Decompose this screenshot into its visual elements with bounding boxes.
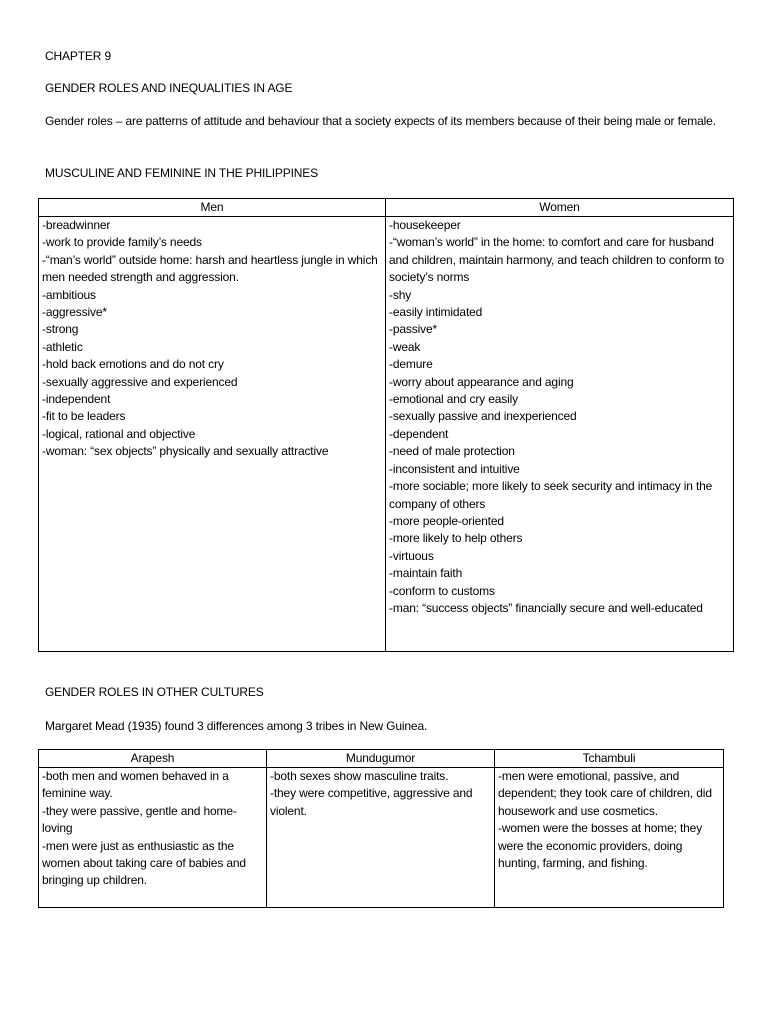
women-trait: -need of male protection [389,444,515,459]
tchambuli-trait: -women were the bosses at home; they were the economic providers, doing hunting, farming, and fishing. [498,821,703,871]
men-trait: -athletic [42,339,83,354]
arapesh-trait: -they were passive, gentle and home-loving [42,803,237,836]
men-column-header: Men [39,199,386,217]
women-trait: -“woman’s world” in the home: to comfort and care for husband and children, maintain harmony, and teach children to conform to society’s norms [389,235,725,285]
mundugumor-trait: -both sexes show masculine traits. [270,769,449,783]
arapesh-trait: -both men and women behaved in a feminine way. [42,769,229,801]
men-trait: -aggressive* [42,305,107,320]
tchambuli-column-header: Tchambuli [495,750,724,768]
mead-intro: Margaret Mead (1935) found 3 differences among 3 tribes in New Guinea. [45,719,428,733]
table-row [39,217,734,652]
women-trait: -more likely to help others [389,531,523,546]
women-trait: -emotional and cry easily [389,392,518,407]
table-row [39,768,724,908]
gender-roles-table [38,198,734,652]
men-trait: -strong [42,322,79,337]
women-trait: -man: “success objects” financially secure and well-educated [389,600,703,615]
women-trait: -demure [389,357,433,372]
mundugumor-column-header: Mundugumor [267,750,495,768]
women-trait: -more sociable; more likely to seek security and intimacy in the company of others [389,479,713,511]
men-trait: -“man’s world” outside home: harsh and heartless jungle in which men needed strength and aggression. [42,252,378,285]
chapter-label: CHAPTER 9 [45,49,111,63]
men-trait: -work to provide family’s needs [42,235,202,250]
women-trait: -inconsistent and intuitive [389,461,520,476]
women-trait: -conform to customs [389,583,495,598]
women-trait: -easily intimidated [389,305,483,320]
men-trait: -ambitious [42,287,96,302]
men-trait: -breadwinner [42,218,111,232]
women-trait: -housekeeper [389,218,461,232]
chapter-title: GENDER ROLES AND INEQUALITIES IN AGE [45,81,293,95]
women-trait: -shy [389,287,412,302]
women-column-header: Women [386,199,734,217]
women-trait: -passive* [389,322,438,337]
women-trait: -dependent [389,426,449,441]
men-trait: -independent [42,392,111,407]
arapesh-cell [39,768,267,908]
tchambuli-cell [495,768,724,908]
section-heading-cultures: GENDER ROLES IN OTHER CULTURES [45,685,264,699]
men-traits-cell [39,217,386,652]
men-trait: -hold back emotions and do not cry [42,357,224,372]
women-trait: -worry about appearance and aging [389,374,574,389]
men-trait: -fit to be leaders [42,409,126,424]
women-trait: -weak [389,339,421,354]
arapesh-trait: -men were just as enthusiastic as the women about taking care of babies and bringing up children. [42,838,246,888]
definition-paragraph: Gender roles – are patterns of attitude and behaviour that a society expects of its members because of their being male or female. [45,114,716,128]
tribes-table [38,749,724,908]
women-trait: -maintain faith [389,566,463,581]
table-header-row [39,750,724,768]
table-header-row [39,199,734,217]
men-trait: -logical, rational and objective [42,426,196,441]
mundugumor-cell [267,768,495,908]
women-trait: -sexually passive and inexperienced [389,409,577,424]
women-traits-cell [386,217,734,652]
women-trait: -more people-oriented [389,513,504,528]
section-heading-philippines: MUSCULINE AND FEMININE IN THE PHILIPPINES [45,166,319,180]
women-trait: -virtuous [389,548,434,563]
arapesh-column-header: Arapesh [39,750,267,768]
tchambuli-trait: -men were emotional, passive, and dependent; they took care of children, did housework and use cosmetics. [498,769,712,818]
men-trait: -sexually aggressive and experienced [42,374,238,389]
mundugumor-trait: -they were competitive, aggressive and violent. [270,786,473,818]
men-trait: -woman: “sex objects” physically and sexually attractive [42,444,329,459]
